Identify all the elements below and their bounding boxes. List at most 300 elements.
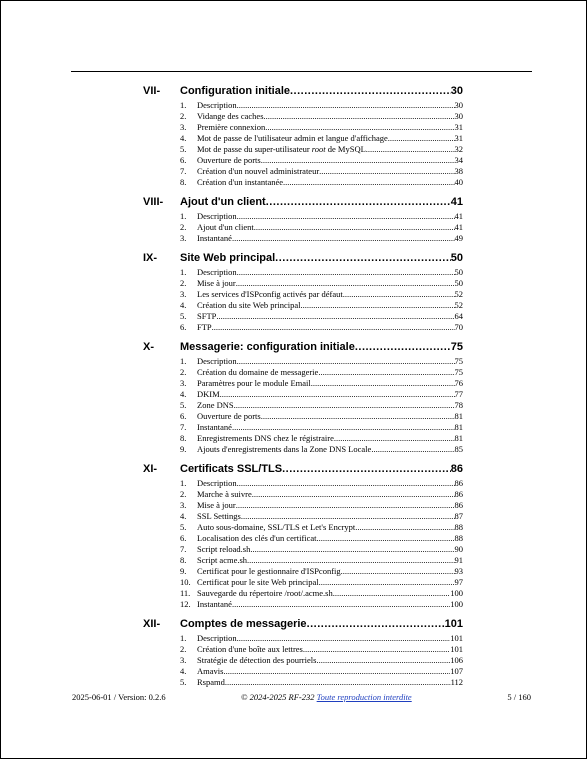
dot-leader [232,599,450,609]
item-line [197,122,463,132]
item-page-number: 90 [454,544,463,554]
toc-item[interactable] [1,544,587,555]
toc-chapter [1,196,587,252]
toc-item[interactable] [1,278,587,289]
chapter-number: VIII- [143,196,164,208]
item-title: Création du site Web principal [197,300,301,310]
toc-item[interactable] [1,655,587,666]
dot-leader [265,122,454,132]
toc-chapter [1,341,587,463]
item-line [197,100,463,110]
dot-leader [250,544,454,554]
item-number: 1. [180,267,187,277]
item-title: Description [197,100,237,110]
item-number: 2. [180,222,187,232]
item-number: 1. [180,100,187,110]
item-number: 5. [180,311,187,321]
chapter-title-line [180,618,463,630]
chapter-title: Certificats SSL/TLS [180,463,283,475]
chapter-page-number: 41 [450,196,463,208]
toc-item-list [1,478,587,610]
dot-leader [317,533,455,543]
toc-chapter-row[interactable] [1,196,587,211]
item-title: Création d'un nouvel administrateur [197,166,320,176]
item-title: Enregistrements DNS chez le régistraire [197,433,334,443]
item-page-number: 52 [454,300,463,310]
item-number: 3. [180,122,187,132]
toc-item[interactable] [1,322,587,333]
item-page-number: 87 [454,511,463,521]
item-title: SFTP [197,311,217,321]
dot-leader [232,233,455,243]
item-line [197,511,463,521]
dot-leader [303,644,450,654]
toc-item[interactable] [1,389,587,400]
item-page-number: 88 [454,533,463,543]
item-number: 11. [180,588,191,598]
dot-leader [252,489,455,499]
toc-item[interactable] [1,478,587,489]
footer-copyright-text: © 2024-2025 RF-232 [241,692,315,702]
item-line [197,389,463,399]
item-page-number: 30 [454,100,463,110]
item-line [197,533,463,543]
item-line [197,444,463,454]
toc-item[interactable] [1,177,587,188]
item-number: 1. [180,478,187,488]
dot-leader [282,463,451,475]
item-number: 6. [180,155,187,165]
toc-item[interactable] [1,300,587,311]
dot-leader [318,367,454,377]
item-title: DKIM [197,389,220,399]
toc-item[interactable] [1,311,587,322]
dot-leader [275,252,451,264]
item-number: 1. [180,356,187,366]
chapter-page-number: 30 [450,85,463,97]
toc-item[interactable] [1,222,587,233]
toc-item[interactable] [1,599,587,610]
item-page-number: 41 [454,222,463,232]
dot-leader [355,522,454,532]
item-title: Ajouts d'enregistrements dans la Zone DNS Locale [197,444,372,454]
dot-leader [236,278,455,288]
item-line [197,522,463,532]
item-page-number: 86 [454,489,463,499]
toc-item[interactable] [1,356,587,367]
item-line [197,144,463,154]
dot-leader [261,155,455,165]
item-title: Mot de passe du super-utilisateur root de MySQL [197,144,366,154]
item-line [197,566,463,576]
dot-leader [234,400,455,410]
dot-leader [316,655,450,665]
item-page-number: 81 [454,411,463,421]
item-line [197,177,463,187]
item-line [197,677,463,687]
toc-item[interactable] [1,411,587,422]
chapter-title: Ajout d'un client [180,196,266,208]
item-title: Première connexion [197,122,266,132]
item-title: Mise à jour [197,278,236,288]
item-number: 2. [180,278,187,288]
toc-item[interactable] [1,133,587,144]
toc-item[interactable] [1,633,587,644]
dot-leader [254,222,455,232]
item-title: Les services d'ISPconfig activés par défaut [197,289,343,299]
item-line [197,322,463,332]
toc-item[interactable] [1,122,587,133]
item-title: Localisation des clés d'un certificat [197,533,317,543]
toc-item[interactable] [1,155,587,166]
toc-item[interactable] [1,644,587,655]
toc-item[interactable] [1,433,587,444]
toc-item[interactable] [1,267,587,278]
item-number: 1. [180,633,187,643]
dot-leader [261,411,455,421]
toc-item[interactable] [1,555,587,566]
toc-item[interactable] [1,588,587,599]
toc-item[interactable] [1,100,587,111]
item-title: Certificat pour le site Web principal [197,577,319,587]
toc-item[interactable] [1,533,587,544]
item-line [197,300,463,310]
item-number: 5. [180,522,187,532]
item-page-number: 93 [454,566,463,576]
chapter-title-line [180,196,463,208]
item-line [197,544,463,554]
item-page-number: 106 [450,655,463,665]
item-title: Mise à jour [197,500,236,510]
dot-leader [371,444,454,454]
chapter-gap [1,455,587,463]
item-page-number: 107 [450,666,463,676]
dot-leader [311,378,455,388]
dot-leader [343,289,455,299]
item-line [197,411,463,421]
item-page-number: 77 [454,389,463,399]
dot-leader [319,577,455,587]
item-line [197,588,463,598]
dot-leader [237,100,455,110]
toc-chapter-row[interactable] [1,252,587,267]
chapter-title: Site Web principal [180,252,276,264]
dot-leader [341,566,455,576]
item-number: 3. [180,500,187,510]
chapter-gap [1,244,587,252]
toc-item[interactable] [1,111,587,122]
footer-copyright [241,692,412,702]
toc-item[interactable] [1,489,587,500]
dot-leader [237,267,455,277]
item-number: 6. [180,322,187,332]
toc-item[interactable] [1,233,587,244]
dot-leader [334,433,455,443]
item-line [197,666,463,676]
toc-item[interactable] [1,367,587,378]
toc-item-list [1,356,587,455]
toc-chapter-row[interactable] [1,618,587,633]
item-line [197,133,463,143]
item-number: 4. [180,300,187,310]
item-page-number: 91 [454,555,463,565]
item-page-number: 31 [454,133,463,143]
chapter-page-number: 50 [450,252,463,264]
item-line [197,555,463,565]
item-number: 5. [180,144,187,154]
dot-leader [355,341,451,353]
toc-chapter [1,618,587,696]
item-number: 3. [180,378,187,388]
item-line [197,211,463,221]
dot-leader [266,196,451,208]
toc-item[interactable] [1,666,587,677]
header-rule [71,71,532,72]
toc-chapter [1,85,587,196]
toc-item[interactable] [1,511,587,522]
item-page-number: 70 [454,322,463,332]
chapter-gap [1,333,587,341]
item-title: Stratégie de détection des pourriels [197,655,317,665]
item-title: Description [197,356,237,366]
chapter-gap [1,610,587,618]
item-line [197,478,463,488]
dot-leader [237,356,455,366]
item-page-number: 86 [454,478,463,488]
dot-leader [236,500,455,510]
dot-leader [247,555,454,565]
item-line [197,655,463,665]
dot-leader [264,111,455,121]
chapter-gap [1,188,587,196]
item-line [197,633,463,643]
toc-item[interactable] [1,677,587,688]
toc-item-list [1,633,587,688]
item-number: 2. [180,111,187,121]
toc-item[interactable] [1,500,587,511]
item-number: 2. [180,644,187,654]
item-page-number: 30 [454,111,463,121]
item-page-number: 32 [454,144,463,154]
dot-leader [388,133,455,143]
item-page-number: 50 [454,267,463,277]
dot-leader [366,144,455,154]
item-page-number: 38 [454,166,463,176]
item-number: 12. [180,599,191,609]
chapter-title: Messagerie: configuration initiale [180,341,355,353]
toc-chapter-row[interactable] [1,463,587,478]
dot-leader [223,666,450,676]
item-page-number: 81 [454,433,463,443]
item-line [197,356,463,366]
chapter-page-number: 75 [450,341,463,353]
item-page-number: 88 [454,522,463,532]
item-number: 5. [180,677,187,687]
item-number: 5. [180,400,187,410]
item-line [197,367,463,377]
item-page-number: 41 [454,211,463,221]
item-number: 3. [180,233,187,243]
toc-item[interactable] [1,444,587,455]
item-number: 8. [180,433,187,443]
chapter-page-number: 101 [444,618,463,630]
toc-item[interactable] [1,400,587,411]
item-page-number: 81 [454,422,463,432]
item-number: 7. [180,544,187,554]
item-line [197,489,463,499]
item-line [197,166,463,176]
item-page-number: 75 [454,356,463,366]
toc-item[interactable] [1,166,587,177]
item-line [197,267,463,277]
item-number: 6. [180,533,187,543]
item-title: Instantané [197,599,232,609]
item-line [197,289,463,299]
footer-date-version: 2025-06-01 / Version: 0.2.6 [72,692,166,702]
dot-leader [212,322,455,332]
chapter-number: X- [143,341,154,353]
item-title: Création d'une boîte aux lettres [197,644,303,654]
item-title: Script reload.sh [197,544,251,554]
chapter-title: Configuration initiale [180,85,290,97]
item-number: 8. [180,177,187,187]
item-title: Auto sous-domaine, SSL/TLS et Let's Encrypt [197,522,356,532]
toc-item[interactable] [1,566,587,577]
item-number: 7. [180,166,187,176]
item-title: Mot de passe de l'utilisateur admin et langue d'affichage [197,133,388,143]
toc-item[interactable] [1,422,587,433]
toc-item-list [1,211,587,244]
item-line [197,155,463,165]
dot-leader [290,85,451,97]
item-line [197,378,463,388]
item-number: 4. [180,511,187,521]
toc-item[interactable] [1,522,587,533]
item-page-number: 34 [454,155,463,165]
chapter-title-line [180,85,463,97]
toc-item-list [1,100,587,188]
item-number: 7. [180,422,187,432]
chapter-title-line [180,341,463,353]
item-number: 4. [180,666,187,676]
item-line [197,278,463,288]
toc-chapter-row[interactable] [1,85,587,100]
item-title: Ouverture de ports [197,155,261,165]
item-number: 3. [180,289,187,299]
toc-item[interactable] [1,577,587,588]
item-page-number: 100 [450,588,463,598]
chapter-title-line [180,252,463,264]
item-page-number: 101 [450,644,463,654]
item-line [197,311,463,321]
dot-leader [307,618,445,630]
item-page-number: 31 [454,122,463,132]
item-page-number: 52 [454,289,463,299]
item-title: Création du domaine de messagerie [197,367,319,377]
dot-leader [333,588,451,598]
item-title: FTP [197,322,212,332]
item-title: Ouverture de ports [197,411,261,421]
item-title: Instantané [197,422,232,432]
dot-leader [220,389,455,399]
item-page-number: 100 [450,599,463,609]
item-number: 9. [180,444,187,454]
dot-leader [232,422,455,432]
item-number: 2. [180,367,187,377]
item-number: 4. [180,133,187,143]
item-page-number: 50 [454,278,463,288]
page-footer [1,692,587,704]
item-page-number: 40 [454,177,463,187]
chapter-number: XI- [143,463,158,475]
dot-leader [301,300,455,310]
chapter-number: XII- [143,618,161,630]
table-of-contents [1,85,587,696]
item-title: Ajout d'un client [197,222,254,232]
item-title: Description [197,478,237,488]
item-page-number: 64 [454,311,463,321]
item-title: Amavis [197,666,224,676]
item-title: Marche à suivre [197,489,252,499]
item-title: Sauvegarde du répertoire /root/.acme.sh [197,588,333,598]
item-title: Certificat pour le gestionnaire d'ISPconfig [197,566,341,576]
item-line [197,577,463,587]
chapter-number: IX- [143,252,158,264]
dot-leader [225,677,451,687]
chapter-title-line [180,463,463,475]
item-line [197,500,463,510]
item-title: Description [197,633,237,643]
item-line [197,433,463,443]
dot-leader [241,511,455,521]
toc-item[interactable] [1,289,587,300]
item-page-number: 85 [454,444,463,454]
item-number: 6. [180,411,187,421]
item-title: Rspamd [197,677,225,687]
item-title: Zone DNS [197,400,234,410]
item-page-number: 86 [454,500,463,510]
item-page-number: 78 [454,400,463,410]
item-title: Paramètres pour le module Email [197,378,311,388]
item-line [197,111,463,121]
item-title: Script acme.sh [197,555,248,565]
item-number: 9. [180,566,187,576]
footer-page-number: 5 / 160 [507,692,531,702]
toc-item[interactable] [1,211,587,222]
item-page-number: 76 [454,378,463,388]
item-title: Création d'un instantanée [197,177,284,187]
chapter-page-number: 86 [450,463,463,475]
item-page-number: 49 [454,233,463,243]
chapter-title: Comptes de messagerie [180,618,307,630]
footer-notice-link[interactable]: Toute reproduction interdite [316,692,412,702]
item-line [197,222,463,232]
item-page-number: 97 [454,577,463,587]
dot-leader [237,478,455,488]
toc-chapter-row[interactable] [1,341,587,356]
dot-leader [237,211,455,221]
item-line [197,422,463,432]
toc-item[interactable] [1,378,587,389]
dot-leader [216,311,454,321]
item-number: 8. [180,555,187,565]
toc-item[interactable] [1,144,587,155]
dot-leader [283,177,454,187]
item-number: 1. [180,211,187,221]
item-line [197,644,463,654]
item-page-number: 101 [450,633,463,643]
toc-chapter [1,463,587,618]
